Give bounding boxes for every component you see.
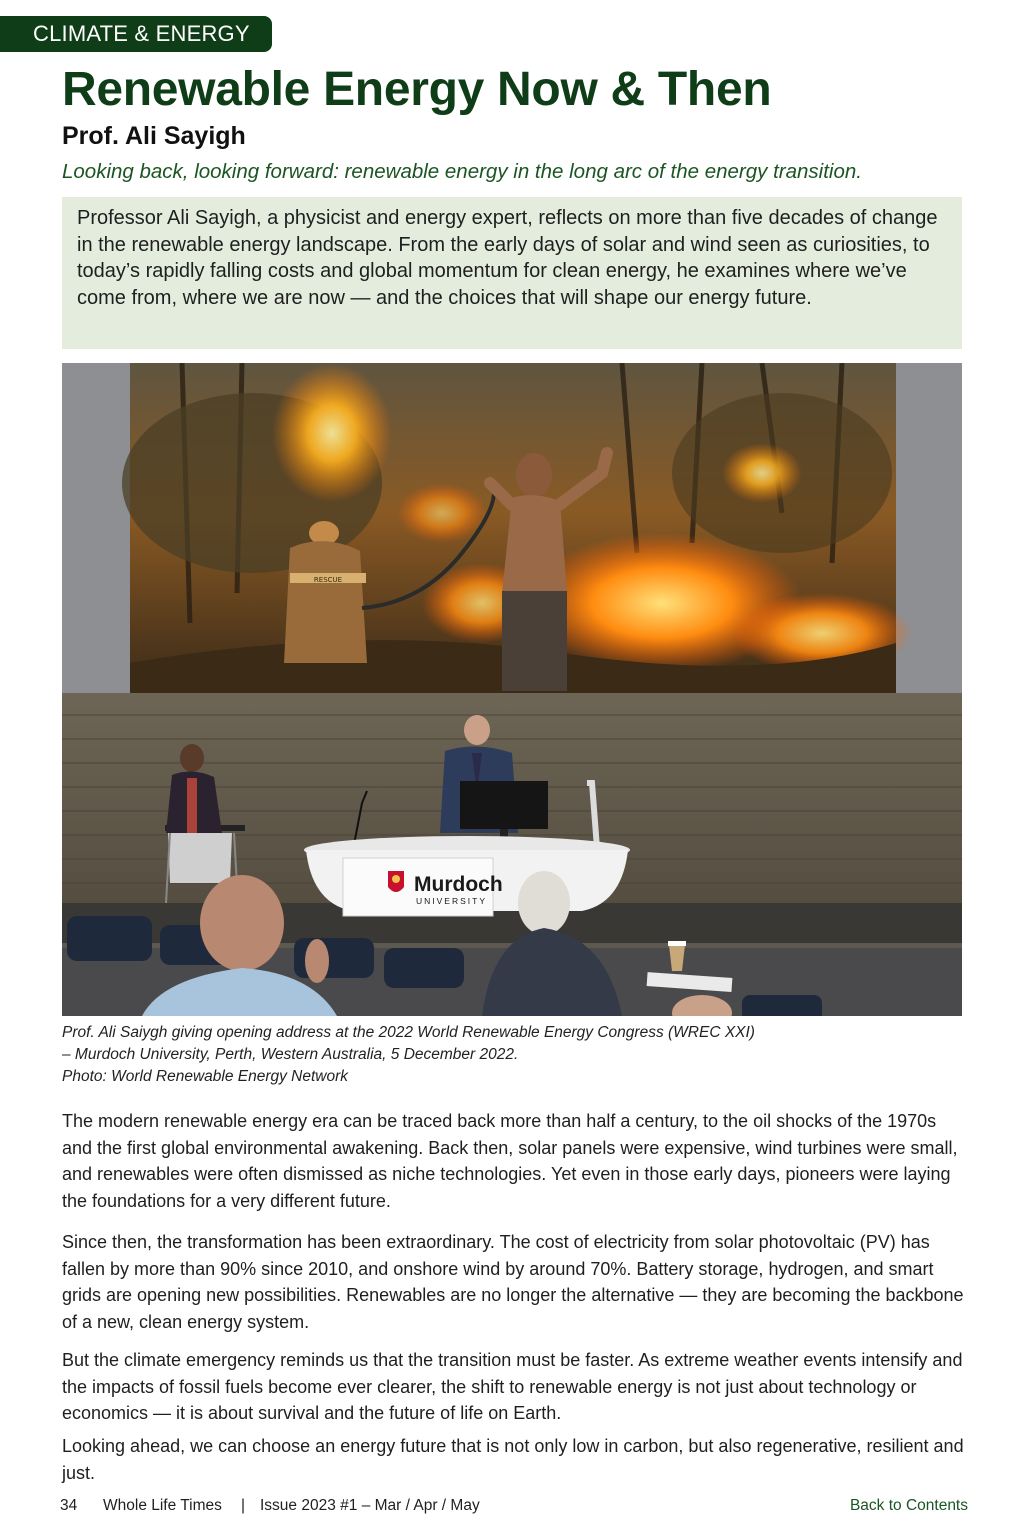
back-to-contents-link[interactable]: Back to Contents [849, 1497, 968, 1514]
article-author: Prof. Ali Sayigh [62, 122, 246, 150]
page-footer [60, 1497, 968, 1519]
lecture-photo [62, 363, 962, 1016]
photo-illustration [62, 363, 962, 1016]
caption-line-1: Prof. Ali Saiygh giving opening address at the 2022 World Renewable Energy Congress (WREC XXI) [62, 1024, 755, 1041]
podium-logo-text: Murdoch [414, 873, 503, 896]
intro-box: Professor Ali Sayigh, a physicist and energy expert, reflects on more than five decades of change in the renewable energy landscape. From the early days of solar and wind seen as curiosities, to today’s rapidly falling costs and global momentum for clean energy, he examines where we’ve come from, where we are now — and the choices that will shape our energy future. [62, 197, 962, 349]
article-subtitle: Looking back, looking forward: renewable energy in the long arc of the energy transition. [62, 160, 862, 183]
body-paragraph-1: The modern renewable energy era can be traced back more than half a century, to the oil shocks of the 1970s and the first global environmental awakening. Back then, solar panels were expensive, wind turbines were small, and renewables were often dismissed as niche technologies. Yet even in those early days, pioneers were laying the foundations for a very different future. [62, 1111, 958, 1211]
issue-info: Issue 2023 #1 – Mar / Apr / May [260, 1497, 480, 1514]
caption-line-3: Photo: World Renewable Energy Network [62, 1068, 349, 1085]
photo-caption [62, 1022, 962, 1088]
page-number: 34 [60, 1497, 78, 1514]
caption-line-2: – Murdoch University, Perth, Western Australia, 5 December 2022. [62, 1046, 519, 1063]
article-title: Renewable Energy Now & Then [62, 63, 772, 116]
body-paragraph-3: But the climate emergency reminds us that the transition must be faster. As extreme weather events intensify and the impacts of fossil fuels become ever clearer, the shift to renewable energy is not just about technology or economics — it is about survival and the future of life on Earth. [62, 1350, 963, 1423]
body-paragraph-2: Since then, the transformation has been extraordinary. The cost of electricity from solar photovoltaic (PV) has fallen by more than 90% since 2010, and onshore wind by around 70%. Battery storage, hydrogen, and smart grids are opening new possibilities. Renewables are no longer the alternative — they are becoming the backbone of a new, clean energy system. [62, 1232, 964, 1332]
section-tag: CLIMATE & ENERGY [0, 16, 272, 52]
jacket-text: RESCUE [313, 576, 343, 584]
body-paragraph-4: Looking ahead, we can choose an energy future that is not only low in carbon, but also regenerative, resilient and just. [62, 1436, 964, 1483]
podium [304, 836, 630, 916]
publication-name: Whole Life Times [103, 1497, 222, 1514]
footer-separator: | [241, 1497, 246, 1514]
projection-screen [122, 363, 912, 693]
podium-logo-subtext: UNIVERSITY [416, 896, 488, 906]
